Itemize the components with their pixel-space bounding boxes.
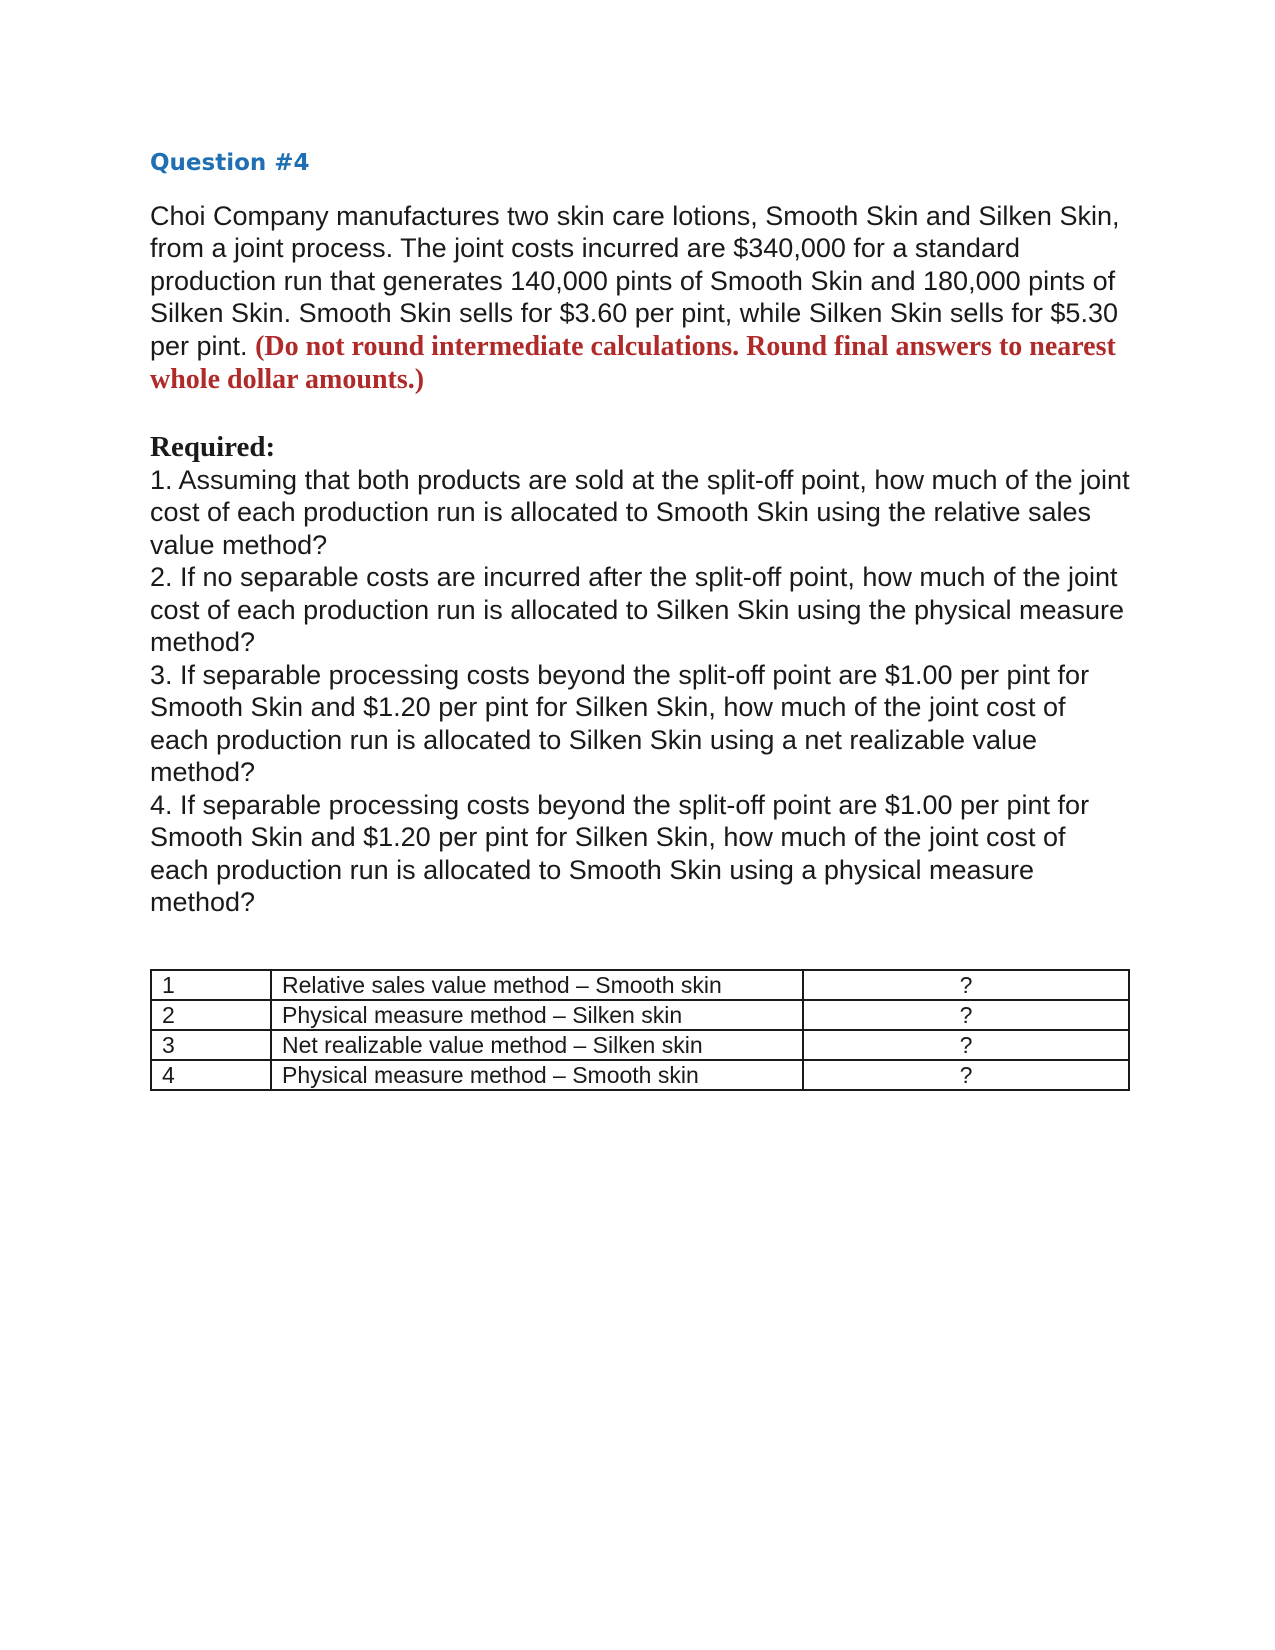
table-row xyxy=(151,1000,1129,1030)
row-answer: ? xyxy=(803,970,1129,1000)
row-answer: ? xyxy=(803,1030,1129,1060)
required-heading: Required: xyxy=(150,430,276,463)
row-number: 3 xyxy=(151,1030,271,1060)
row-number: 1 xyxy=(151,970,271,1000)
question-title: Question #4 xyxy=(150,150,310,176)
requirement-2: 2. If no separable costs are incurred after the split-off point, how much of the joint cost of each production run is allocated to Silken Skin using the physical measure method? xyxy=(150,562,1125,658)
table-row xyxy=(151,1030,1129,1060)
requirement-3: 3. If separable processing costs beyond the split-off point are $1.00 per pint for Smooth Skin and $1.20 per pint for Silken Skin, how much of the joint cost of each production run is allocated to Silken Skin using a net realizable value method? xyxy=(150,659,1090,788)
question-intro xyxy=(150,200,1130,397)
row-number: 2 xyxy=(151,1000,271,1030)
row-label: Physical measure method – Silken skin xyxy=(271,1000,803,1030)
document-page xyxy=(150,150,1130,1091)
row-number: 4 xyxy=(151,1060,271,1090)
row-answer: ? xyxy=(803,1060,1129,1090)
row-answer: ? xyxy=(803,1000,1129,1030)
requirement-4: 4. If separable processing costs beyond the split-off point are $1.00 per pint for Smooth Skin and $1.20 per pint for Silken Skin, how much of the joint cost of each production run is allocated to Smooth Skin using a physical measure method? xyxy=(150,789,1090,918)
table-row xyxy=(151,1060,1129,1090)
row-label: Physical measure method – Smooth skin xyxy=(271,1060,803,1090)
row-label: Net realizable value method – Silken skin xyxy=(271,1030,803,1060)
intro-text: Choi Company manufactures two skin care lotions, Smooth Skin and Silken Skin, from a joint process. The joint costs incurred are $340,000 for a standard production run that generates 140,000 pints of Smooth Skin and 180,000 pints of Silken Skin. Smooth Skin sells for $3.60 per pint, while Silken Skin sells for $5.30 per pint. xyxy=(150,200,1120,361)
requirements-list xyxy=(150,464,1130,919)
requirement-1: 1. Assuming that both products are sold at the split-off point, how much of the joint cost of each production run is allocated to Smooth Skin using the relative sales value method? xyxy=(150,464,1130,560)
table-row xyxy=(151,970,1129,1000)
row-label: Relative sales value method – Smooth skin xyxy=(271,970,803,1000)
answer-table xyxy=(150,969,1130,1091)
rounding-instruction: (Do not round intermediate calculations. Round final answers to nearest whole dollar amounts.) xyxy=(150,330,1116,396)
